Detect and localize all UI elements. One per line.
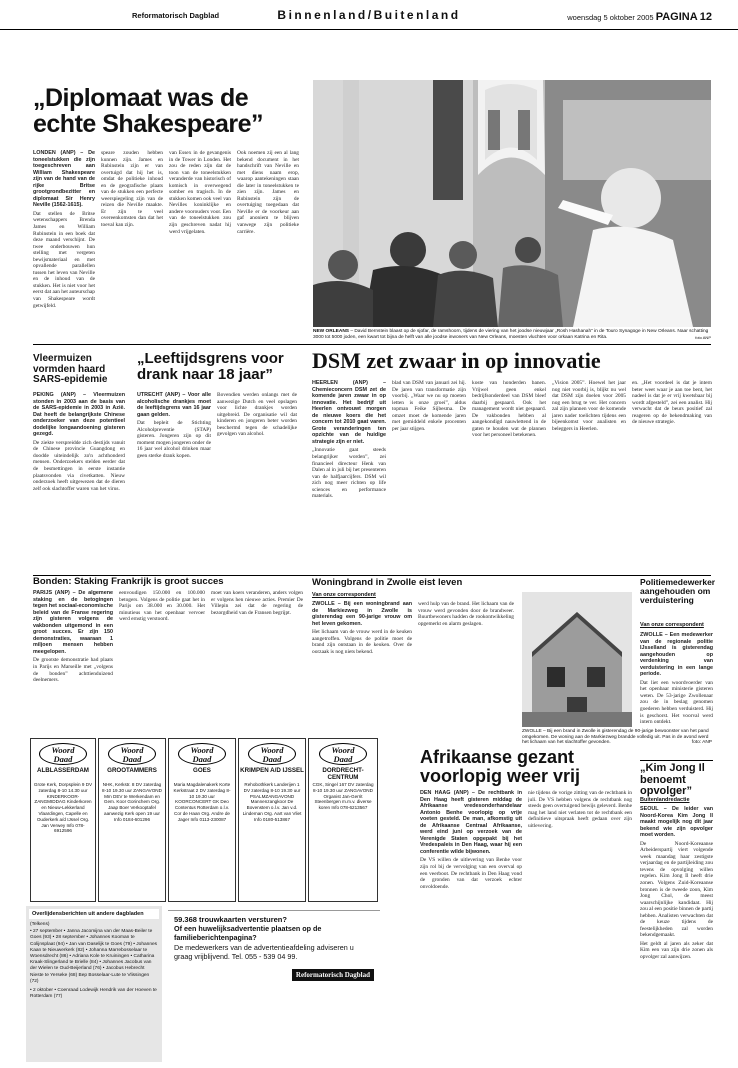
woord-daad-logo: Woord Daad: [39, 743, 87, 765]
obituaries-list: (Telkens) • 27 september • Janna Jacomijna van der Maas-Beiler te Goes (93) • 28 september • Johannes Kooman te Colijnsplaat (94) • Jan van Daselijk te Goes (79) • Johannes Kaan te Nieuwerkerk (82) • Johanna Marrebosselaar te Woensdrecht (86) • Adriana Kole te Kruiningen • Catharina Kraak-Slingerland te Brielle (84) • Johannes Jacobus van der Wielen te Oud-Beijerland (76) • Jacobus Hebrecht Nieste te Yerseke (68) Bep Bosselaar-Lute te Vlissingen (72) • 2 oktober • Coenraad Lodewijk Hendrik van der Hoeven te Rotterdam (77): [30, 922, 158, 1000]
dsm-col-1: HEERLEN (ANP) – Chemieconcern DSM zet de komende jaren zwaar in op innovatie. Het bedrijf uit Heerlen ontvouwt morgen de nieuwe koers die het concern tot 2010 gaat varen. Grote veranderingen ten opzichte van de huidige strategie zijn er niet. „Innovatie gaat steeds belangrijker worden”, zei financieel directeur Henk van Dalen al in juli bij het presenteren van de halfjaarcijfers. DSM wil zich nog meer richten op life sciences en performance materials.: [312, 380, 386, 500]
woord-daad-logo: Woord Daad: [319, 743, 367, 765]
dsm-col-2: blad van DSM van januari zei hij. De jaren van transformatie zijn voorbij. „Waar we nu op moeten letten is onze groei”, aldus topman Feike Sijbesma. De omzet moet de komende jaren met gemiddeld enkele procenten per jaar stijgen.: [392, 380, 466, 432]
sars-body: PEKING (ANP) – Vleermuizen stonden in 2003 aan de basis van de SARS-epidemie in 2003 in Azië. Dat heeft de belangrijkste Chinese onderzoeker van deze potentieel dodelijke longaandoening gisteren gezegd. De ziekte verspreidde zich destijds vanuit de Chinese provincie Guangdong en doodde uiteindelijk zo'n achthonderd mensen. Onderzoekers stelden eerder dat de besmettingen in eerste instantie plaatsvonden via civetkatten. Nieuw onderzoek heeft uitgewezen dat de dieren zelf ook slachtoffer waren van het virus.: [33, 392, 125, 492]
woord-daad-ad-dordrecht: Woord Daad DORDRECHT-CENTRUM CGK, Singel 167 DV zaterdag 8-10 19.30 uur ZANGAVOND Organist Jan-Gerrit Steenbergen m.m.v. diverse koren Info 078-6213567: [308, 738, 378, 902]
divider: [33, 344, 711, 345]
shakespeare-col-4: Ook noemen zij een al lang bekend document in het handschrift van Neville en met diens naam erop, waarop aantekeningen staan die later in toneelstukken te zien zijn. James en Rubinstein zijn de overtuiging toegedaan dat Neville er de voorkeur aan gaf anoniem te blijven vanwege zijn politieke carrière.: [237, 150, 299, 235]
zwolle-headline: Woningbrand in Zwolle eist leven: [312, 577, 463, 588]
zwolle-col-2: werd hulp van de brand. Het lichaam van de vrouw werd gevonden door de brandweer. Buurtbewoners hadden de rookontwikkeling opgemerkt en alarm geslagen.: [418, 601, 514, 627]
politie-body: ZWOLLE – Een medewerker van de regionale politie IJsselland is gisterendag aangehouden op verdenking van verduistering in een lange periode. Dat liet een woordvoerder van het openbaar ministerie gisteren weten. De 53-jarige Zwollenaar zou de in beslag genomen goederen hebben verduisterd. Hij is geschorst. Het voorval werd intern ontdekt.: [640, 632, 713, 726]
zwolle-fire-photo-image: [522, 592, 632, 727]
sars-headline: Vleermuizen vormden haard SARS-epidemie: [33, 353, 108, 385]
page-date: woensdag 5 oktober 2005 PAGINA 12: [567, 11, 712, 23]
page-number: 12: [699, 11, 712, 23]
synagogue-photo-caption: NEW ORLEANS – David Bernstein blaast op de sjofar, de ramshoorn, tijdens de viering van het joodse nieuwjaar „Rosh Hashanah” in de Touro Synagoge in New Orleans. Naar schatting 3000 tot 5000 joden, een kwart tot bijna de helft van alle joodse inwoners van New Orleans, moesten vluchten voor orkaan Katrina en Rita. foto ANP: [313, 329, 711, 340]
staking-col-3: moet van koers veranderen, anders volgen er volgens hen nieuwe acties. Premier De Villepin zei dat de regering de bezorgdheid van de Fransen begrijpt.: [211, 590, 303, 616]
publication-name: Reformatorisch Dagblad: [132, 11, 220, 20]
afrikaan-col-1: DEN HAAG (ANP) – De rechtbank in Den Haag heeft gisteren middag de Afrikaanse vredesonderhandelaar Antonio Benhe voorlopig op vrije voeten gesteld. De man, afkomstig uit de Afrikaanse Centraal Afrikaanse, werd eind juni op verzoek van de Verenigde Staten opgepakt bij het Vredespaleis in Den Haag, waar hij een conferentie wilde bijwonen. De VS willen de uitlevering van Benhe voor zijn rol bij de vervolging van een overval op een veerboot. De rechtbank in Den Haag vond de gronden van dat verzoek echter onvoldoende.: [420, 790, 522, 890]
afrikaan-col-2: nie tijdens de vorige zitting van de rechtbank in juli. De VS hebben volgens de rechtbank nog steeds geen overtuigend bewijs geleverd. Benhe mag het land niet verlaten tot de rechtbank een definitieve uitspraak heeft gedaan over zijn uitlevering.: [528, 790, 632, 829]
obituaries-box: [26, 906, 162, 1062]
drank-col-2: Bovendien werden onlangs met de aanwezige Dutch en veel opslagen voor lichte drankjes worden uitgebreid. De organisatie wil dat kinderen en jongeren beter worden beschermd tegen de schadelijke gevolgen van alcohol.: [217, 392, 297, 438]
page-header: [0, 0, 738, 30]
woord-daad-logo: Woord Daad: [248, 743, 296, 765]
woord-daad-logo: Woord Daad: [108, 743, 156, 765]
wedding-card-advert: [168, 910, 380, 998]
kim-body: SEOUL – De leider van Noord-Korea Kim Jong Il maakt mogelijk nog dit jaar bekend wie zijn opvolger moet worden. De Noord-Koreaanse Arbeiderspartij viert volgende week maandag haar zestigste verjaardag en de partijleiding zou tevens de opvolging willen regelen. Kim Jong Il heeft drie zonen. Volgens Zuid-Koreaanse bronnen is de tweede zoon, Kim Jong Chol, de meest waarschijnlijke kandidaat. Hij zou al een positie binnen de partij hebben. Analisten verwachten dat de keuze tijdens de feestelijkheden zal worden bekendgemaakt. Het geldt al jaren als zeker dat Kim een van zijn drie zonen als opvolger zal aanwijzen.: [640, 806, 713, 961]
shakespeare-col-1: LONDEN (ANP) – De toneelstukken die zijn toegeschreven aan William Shakespeare zijn van de hand van de rijke Britse grootgrondbezitter en diplomaat Sir Henry Neville (1562-1615). Dat stellen de Britse wetenschappers Brenda James en William Rubinstein in een boek dat deze maand verschijnt. De twee onderbouwen hun stelling met vergeten bewijsmateriaal en met opvallende parallellen tussen het leven van Neville en de inhoud van de stukken. Het is niet voor het eerst dat aan het auteurschap van Shakespeare wordt getwijfeld.: [33, 150, 95, 309]
advert-title: 59.368 trouwkaarten versturen?: [174, 915, 287, 924]
drank-headline: „Leeftijdsgrens voor drank naar 18 jaar”: [137, 350, 284, 383]
advert-line-2: De medewerkers van de advertentieafdeling adviseren u graag vrijblijvend. Tel. 055 - 539 04 99.: [174, 943, 354, 961]
kim-byline: Buitenlandredactie: [640, 797, 690, 803]
zwolle-fire-photo: [522, 592, 632, 727]
divider: [640, 760, 713, 761]
woord-daad-ad-alblasserdam: Woord Daad ALBLASSERDAM Grote Kerk, Dorpsplein 9 DV zaterdag 8-10 14.30 uur KINDERKOOR-ZANGMIDDAG Kinderkoren en Nieuw-Lekkerland Vlaardingen, Capelle en Ouderkerk a/d IJssel Org. Jan Verwey Info 078-6912596: [30, 738, 96, 902]
afrikaan-headline: Afrikaanse gezant voorlopig weer vrij: [420, 747, 581, 786]
woord-daad-ad-krimpen: Woord Daad KRIMPEN A/D IJSSEL Rehobothkerk Landerijen 1 DV zaterdag 8-10 19.30 uur PSALMZANGAVOND Mannenzangkoor De Bovenstem o.l.v. Jan v.d. Lindeman Org. Aart van Vliet Info 0180-513867: [238, 738, 306, 902]
zwolle-col-1: ZWOLLE – Bij een woningbrand aan de Markiezweg in Zwolle is gisterendag een 90-jarige vrouw om het leven gekomen. Het lichaam van de vrouw werd in de keuken aangetroffen. Volgens de politie moet de brand zijn ontstaan in de keuken. Over de oorzaak is nog niets bekend.: [312, 601, 412, 655]
zwolle-byline: Van onze correspondent: [312, 592, 376, 598]
staking-col-2: eenvoudigen 150.000 en 100.000 betogers. Volgens de politie gaat het in Parijs om 38.000 en 30.000. Het minutieus van het openbaar vervoer werd ernstig verstoord.: [119, 590, 205, 623]
shakespeare-col-2: speare zouden hebben kunnen zijn. James en Rubinstein zijn er van overtuigd dat hij het is, omdat de politieke inhoud en de geografische plaats van de stukken een perfecte weerspiegeling zijn van de reizen die Neville maakte. Er zijn te veel overeenkomsten dan dat het toeval kan zijn.: [101, 150, 163, 229]
politie-headline: Politiemedewerker aangehouden om verduistering: [640, 577, 716, 605]
synagogue-photo-image: [313, 80, 711, 327]
woord-daad-logo: Woord Daad: [178, 743, 226, 765]
obituaries-title: Overlijdensberichten uit andere dagbladen: [29, 909, 159, 919]
synagogue-photo: [313, 80, 711, 327]
zwolle-photo-caption: ZWOLLE – Bij een brand in Zwolle is gisterendag de 90-jarige bewoonster van het pand omgekomen. De woning aan de Markiezweg brandde volledig uit. Pas in de avond werd het lichaam van het slachtoffer gevonden. foto: ANP: [522, 729, 712, 746]
dsm-col-5: en. „Het voordeel is dat je intern beter weet waar je aan toe bent, het nadeel is dat je er vrij kwetsbaar bij wordt afgesteld”, zei een analist. Hij verwacht dat de beurs positief zal reageren op de bekendmaking van de nieuwe strategie.: [632, 380, 712, 426]
shakespeare-headline: „Diplomaat was de echte Shakespeare”: [33, 84, 264, 138]
woord-daad-ad-grootammers: Woord Daad GROOTAMMERS NHK, Kerkstr. 8 DV zaterdag 8-10 19.30 uur ZANGAVOND Mm DEV te Werkendam en Gem. Koor Gorinchem Org. Jaap Boer Verkooptafel aanwezig Kerk open 19 uur Info 0184-601296: [98, 738, 166, 902]
dsm-headline: DSM zet zwaar in op innovatie: [312, 348, 601, 373]
shakespeare-col-3: van Essex in de gevangenis in de Tower in Londen. Het zou de reden zijn dat de toon van de toneelstukken veranderde van historisch of komisch in overwegend somber en tragisch. In de stukken komen ook veel van Nevilles koninklijke en andere voorouders voor. Een van de toneelstukken zou zijn geschreven nadat hij werd vrijgelaten.: [169, 150, 231, 235]
drank-col-1: UTRECHT (ANP) – Voor alle alcoholische drankjes moet de leeftijdsgrens van 16 jaar gaan gelden. Dat bepleit de Stichting Alcoholpreventie (STAP) gisteren. Jongeren zijn op dit moment mogen jongeren onder de 16 jaar wel alcohol drinken maar geen sterke drank kopen.: [137, 392, 211, 459]
politie-byline: Van onze correspondent: [640, 622, 704, 628]
section-title: Binnenland/Buitenland: [277, 8, 461, 22]
kim-headline: „Kim Jong Il benoemt opvolger”: [640, 762, 705, 798]
woord-daad-ad-goes: Woord Daad GOES Maria Magdalenakerk Korte Kerkstraat 2 DV zaterdag 8-10 19.30 uur KOORCONCERT GK Deo Contentus Rotterdam o.l.v. Cor de Haan Org. Andre de Jager Info 0113-230087: [168, 738, 236, 902]
dsm-col-4: „Vision 2005”. Hoewel het jaar nog niet voorbij is, blijkt nu wel dat DSM zijn doelen voor 2005 nog een brug te ver. Het concern zal zijn plannen voor de komende jaren nader toelichten tijdens een bijeenkomst voor analisten en beleggers in Heerlen.: [552, 380, 626, 432]
staking-headline: Bonden: Staking Frankrijk is groot succes: [33, 576, 224, 587]
dsm-col-3: koste van honderden banen. Vrijwel geen enkel bedrijfsonderdeel van DSM bleef daarbij gespaard. Ook het management wordt niet gespaard. De vakbonden hebben al aangekondigd nauwlettend in de gaten te houden wat de plannen voor het personeel betekenen.: [472, 380, 546, 439]
advert-logo: Reformatorisch Dagblad: [292, 969, 374, 981]
staking-col-1: PARIJS (ANP) – De algemene staking en de betogingen tegen het sociaal-economische beleid van de Franse regering zijn gisteren volgens de vakbonden uitgemond in een groot succes. Er zijn 150 demonstraties, waaraan 1 miljoen mensen hebben meegelopen. De grootste demonstratie had plaats in Parijs en Marseille met „volgens de bonden” achttienduizend deelnemers.: [33, 590, 113, 684]
advert-line-1: Of een huwelijksadvertentie plaatsen op de familieberichtenpagina?: [174, 924, 322, 942]
